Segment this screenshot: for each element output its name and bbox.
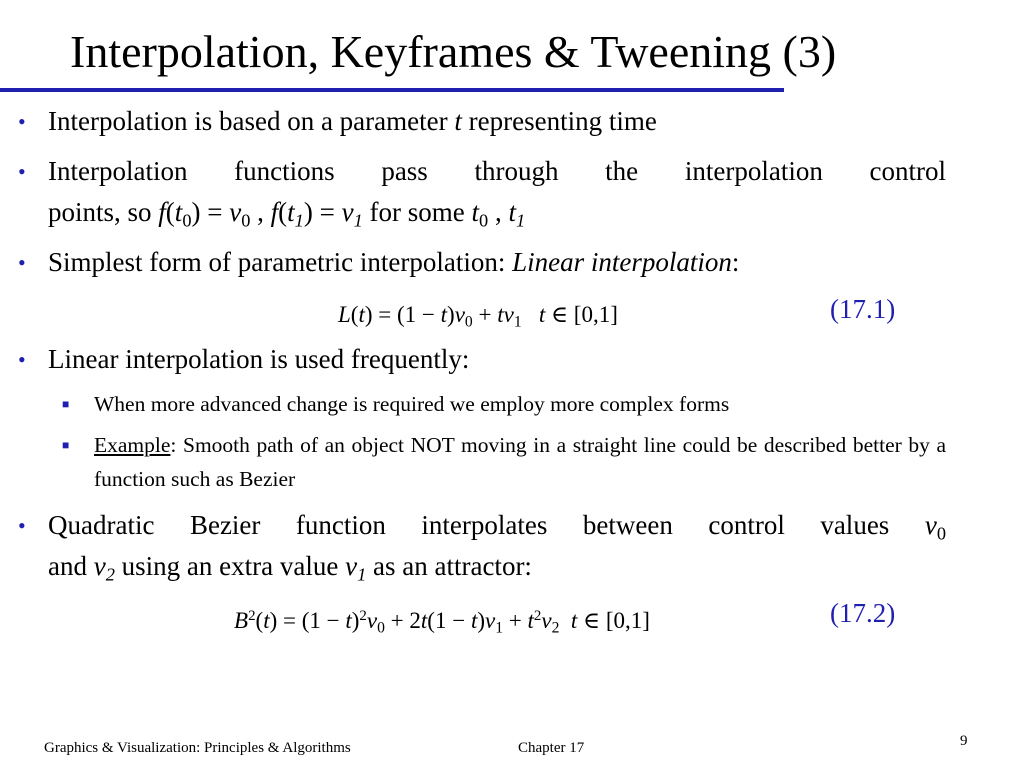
bullet-text: as an attractor:: [373, 551, 532, 581]
sub-bullet-marker: ■: [62, 438, 70, 452]
math-var: t: [454, 106, 462, 136]
footer-chapter: Chapter 17: [518, 740, 585, 756]
bullet-linear-interpolation: • Simplest form of parametric interpolation: Linear interpolation:: [48, 242, 946, 283]
bullet-text: Linear interpolation is used frequently:: [48, 344, 470, 374]
bullet-marker: •: [18, 109, 26, 134]
sub-bullet-text: When more advanced change is required we employ more complex forms: [94, 392, 730, 416]
bullet-marker: •: [18, 347, 26, 372]
bullet-quadratic-bezier: • Quadratic Bezier function interpolates between control values $v_0$ and $v_2$ using an extra value $v_1$ as an attractor:: [48, 505, 946, 587]
equation-number: (17.2): [830, 598, 896, 628]
bullet-text: Interpolation is based on a parameter: [48, 106, 448, 136]
bullet-text: Interpolation functions pass through the interpolation control: [48, 156, 946, 186]
bullet-marker: •: [18, 250, 26, 275]
bullet-text: Quadratic Bezier function interpolates between control values: [48, 510, 890, 540]
bullet-text: Simplest form of parametric interpolation:: [48, 247, 506, 277]
sub-bullet-marker: ■: [62, 397, 70, 411]
inline-formula: $f(t_0) = v_0$ , $f(t_1) = v_1$: [158, 197, 363, 231]
page-number: 9: [960, 733, 968, 749]
example-label: Example: [94, 433, 171, 457]
bullet-text: points, so: [48, 197, 152, 227]
bullet-text: for some: [369, 197, 465, 227]
title-underline: [0, 88, 784, 92]
bullet-interpolation-parameter: [18, 101, 946, 142]
sub-bullet-complex-forms: [62, 387, 946, 421]
sub-bullet-text: : Smooth path of an object NOT moving in a straight line could be described better by a function such as Bezier: [94, 433, 946, 491]
bullet-linear-frequent: [18, 339, 946, 380]
bullet-text: representing time: [468, 106, 657, 136]
emphasis-text: Linear interpolation: [512, 247, 732, 277]
equation-number: (17.1): [830, 294, 896, 324]
bullet-marker: •: [18, 513, 26, 538]
bullet-text: using an extra value: [121, 551, 339, 581]
sub-bullet-example: [62, 428, 946, 496]
bullet-text: and: [48, 551, 87, 581]
footer-book-title: Graphics & Visualization: Principles & Algorithms: [44, 740, 351, 756]
slide-title: Interpolation, Keyframes & Tweening (3): [70, 26, 837, 77]
equation-linear: $L(t) = (1 - t)v_0 + tv_1$ t ∈ [0,1]: [338, 302, 618, 331]
bullet-control-points: [18, 151, 946, 233]
inline-formula: $t_0$ , $t_1$: [471, 197, 526, 231]
equation-quadratic-bezier: $B^2(t) = (1 - t)^2v_0 + 2t(1 - t)v_1 + t^2v_2$ t ∈ [0,1]: [234, 607, 650, 637]
bullet-marker: •: [18, 159, 26, 184]
